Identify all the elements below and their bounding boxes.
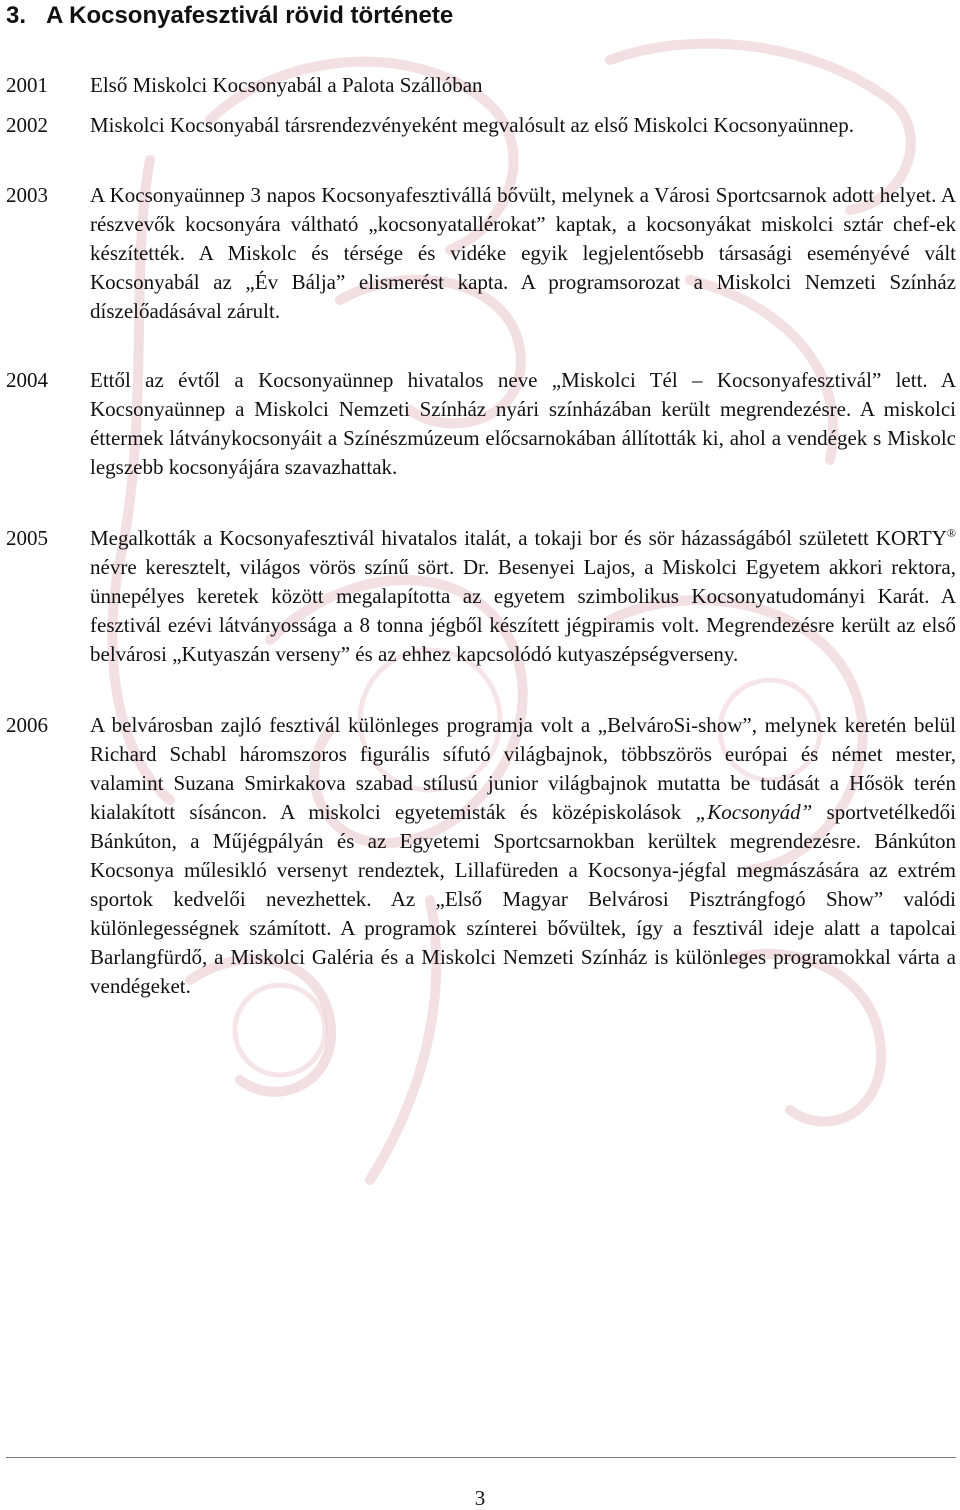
section-title: A Kocsonyafesztivál rövid története	[46, 2, 454, 29]
entry-text: A Kocsonyaünnep 3 napos Kocsonyafesztivállá bővült, melynek a Városi Sportcsarnok adott helyet. A részvevők kocsonyára váltható „kocsonyatallérokat” kaptak, a kocsonyákat miskolci sztár chef-ek készítették. A Miskolc és térsége és vidéke egyik legjelentősebb társasági eseményévé vált Kocsonyabál az „Év Bálja” elismerést kapta. A programsorozat a Miskolci Nemzeti Színház díszelőadásával zárult.	[90, 183, 956, 323]
entry-year: 2006	[6, 713, 48, 737]
entry-text-part: névre keresztelt, világos vörös színű sört. Dr. Besenyei Lajos, a Miskolci Egyetem akkori rektora, ünnepélyes keretek között megalapította az egyetem szimbolikus Kocsonyatudományi Karát. A fesztivál ezévi látványossága a 8 tonna jégből készített jégpiramis volt. Megrendezésre került az első belvárosi „Kutyaszán verseny” és az ehhez kapcsolódó kutyaszépségverseny.	[90, 555, 956, 666]
entry-year: 2002	[6, 113, 48, 137]
entry-text-part: sportvetélkedői Bánkúton, a Műjégpályán és az Egyetemi Sportcsarnokban kerültek megrendezésre. Bánkúton Kocsonya műlesikló versenyt rendeztek, Lillafüreden a Kocsonya-jégfal megmászására az extrém sportok kedvelői nevezhettek. Az „Első Magyar Belvárosi Pisztrángfogó Show” valódi különlegességnek számított. A programok színterei bővültek, így a fesztivál ideje alatt a tapolcai Barlangfürdő, a Miskolci Galéria és a Miskolci Nemzeti Színház is különleges programokkal várta a vendégeket.	[90, 800, 956, 998]
entry-year: 2001	[6, 73, 48, 97]
entry-year: 2003	[6, 183, 48, 207]
section-number: 3.	[6, 2, 27, 29]
page-number: 3	[474, 1486, 486, 1510]
section-heading	[6, 2, 453, 30]
entry-text-part: Megalkották a Kocsonyafesztivál hivatalos italát, a tokaji bor és sör házasságából született KORTY	[90, 526, 947, 550]
entry-text: Ettől az évtől a Kocsonyaünnep hivatalos neve „Miskolci Tél – Kocsonyafesztivál” lett. A Kocsonyaünnep a Miskolci Nemzeti Színház nyári színházában került megrendezésre. A miskolci éttermek látványkocsonyáit a Színészmúzeum előcsarnokában állították ki, ahol a vendégek s Miskolc legszebb kocsonyájára szavazhattak.	[90, 368, 956, 479]
entry-year: 2005	[6, 526, 48, 550]
entry-text	[90, 711, 956, 1001]
entry-text-part: A belvárosban zajló fesztivál különleges programja volt a „BelvároSi-show”, melynek keretén belül Richard Schabl háromszoros figurális sífutó világbajnok, többszörös európai és német mester, valamint Suzana Smirkakova szabad stílusú junior világbajnok mutatta be tudását a Hősök terén kialakított sísáncon. A miskolci egyetemisták és középiskolások	[90, 713, 956, 824]
entry-year: 2004	[6, 368, 48, 392]
entry-text	[90, 524, 956, 669]
footer-divider	[6, 1457, 956, 1458]
registered-mark: ®	[946, 526, 956, 540]
entry-text-italic: „Kocsonyád”	[695, 800, 813, 824]
entry-text: Miskolci Kocsonyabál társrendezvényeként megvalósult az első Miskolci Kocsonyaünnep.	[90, 113, 854, 137]
entry-text: Első Miskolci Kocsonyabál a Palota Szállóban	[90, 73, 483, 97]
